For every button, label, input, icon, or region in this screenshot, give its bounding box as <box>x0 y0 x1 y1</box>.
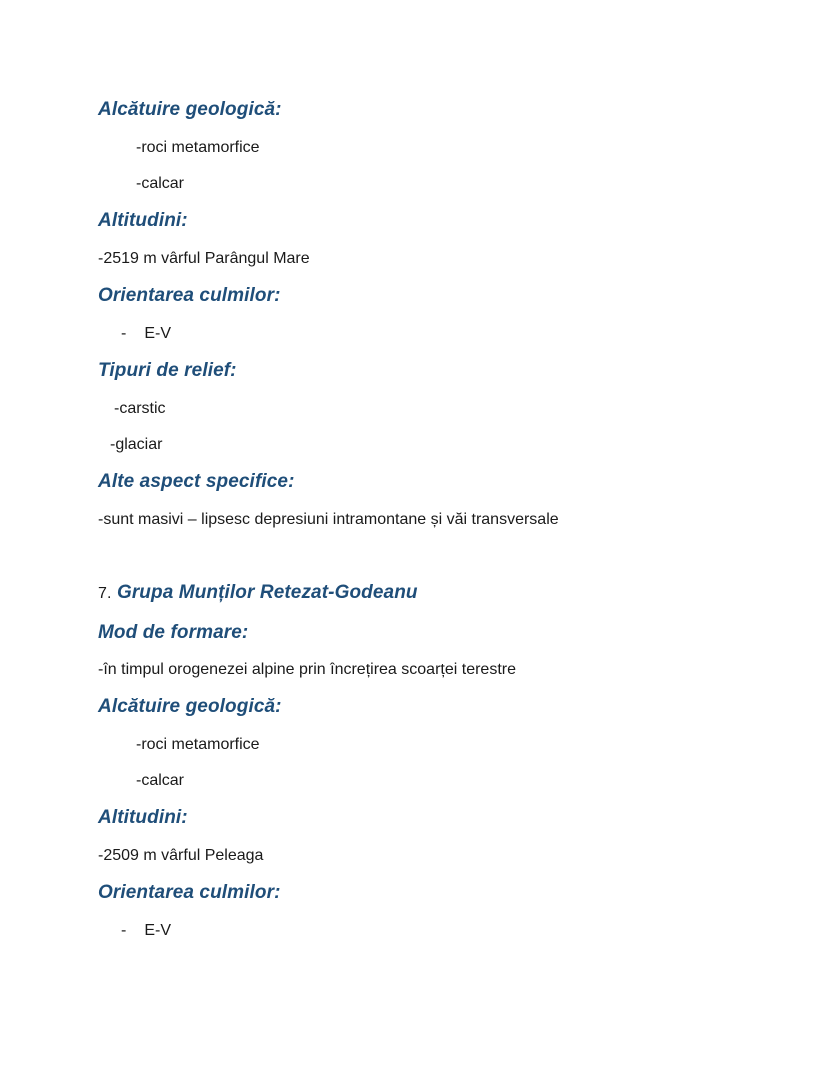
specifics-text: -sunt masivi – lipsesc depresiuni intramontane și văi transversale <box>98 511 559 528</box>
list-item: -carstic <box>114 400 166 417</box>
list-item: -calcar <box>136 175 185 192</box>
list-item <box>121 325 171 343</box>
bullet-dash: - <box>121 325 127 342</box>
list-item: -roci metamorfice <box>136 139 260 156</box>
list-item: -roci metamorfice <box>136 736 260 753</box>
altitude-text: -2509 m vârful Peleaga <box>98 847 264 864</box>
heading-mod-de-formare: Mod de formare: <box>98 622 249 643</box>
altitude-text: -2519 m vârful Parângul Mare <box>98 250 310 267</box>
section-title <box>98 582 418 604</box>
heading-alte-aspect-specifice: Alte aspect specifice: <box>98 471 295 492</box>
list-item: -calcar <box>136 772 185 789</box>
formation-text: -în timpul orogenezei alpine prin încrețirea scoarței terestre <box>98 661 516 678</box>
heading-orientarea-culmilor: Orientarea culmilor: <box>98 285 281 306</box>
heading-altitudini: Altitudini: <box>98 210 188 231</box>
bullet-dash: - <box>121 922 127 939</box>
heading-tipuri-de-relief: Tipuri de relief: <box>98 360 237 381</box>
section-number: 7. <box>98 585 112 602</box>
heading-altitudini: Altitudini: <box>98 807 188 828</box>
section-title-text: Grupa Munților Retezat-Godeanu <box>116 582 418 603</box>
orientation-text: E-V <box>144 922 171 939</box>
heading-alcatuire-geologica: Alcătuire geologică: <box>98 696 282 717</box>
heading-orientarea-culmilor: Orientarea culmilor: <box>98 882 281 903</box>
orientation-text: E-V <box>144 325 171 342</box>
heading-alcatuire-geologica: Alcătuire geologică: <box>98 99 282 120</box>
list-item: -glaciar <box>110 436 163 453</box>
list-item <box>121 922 171 940</box>
